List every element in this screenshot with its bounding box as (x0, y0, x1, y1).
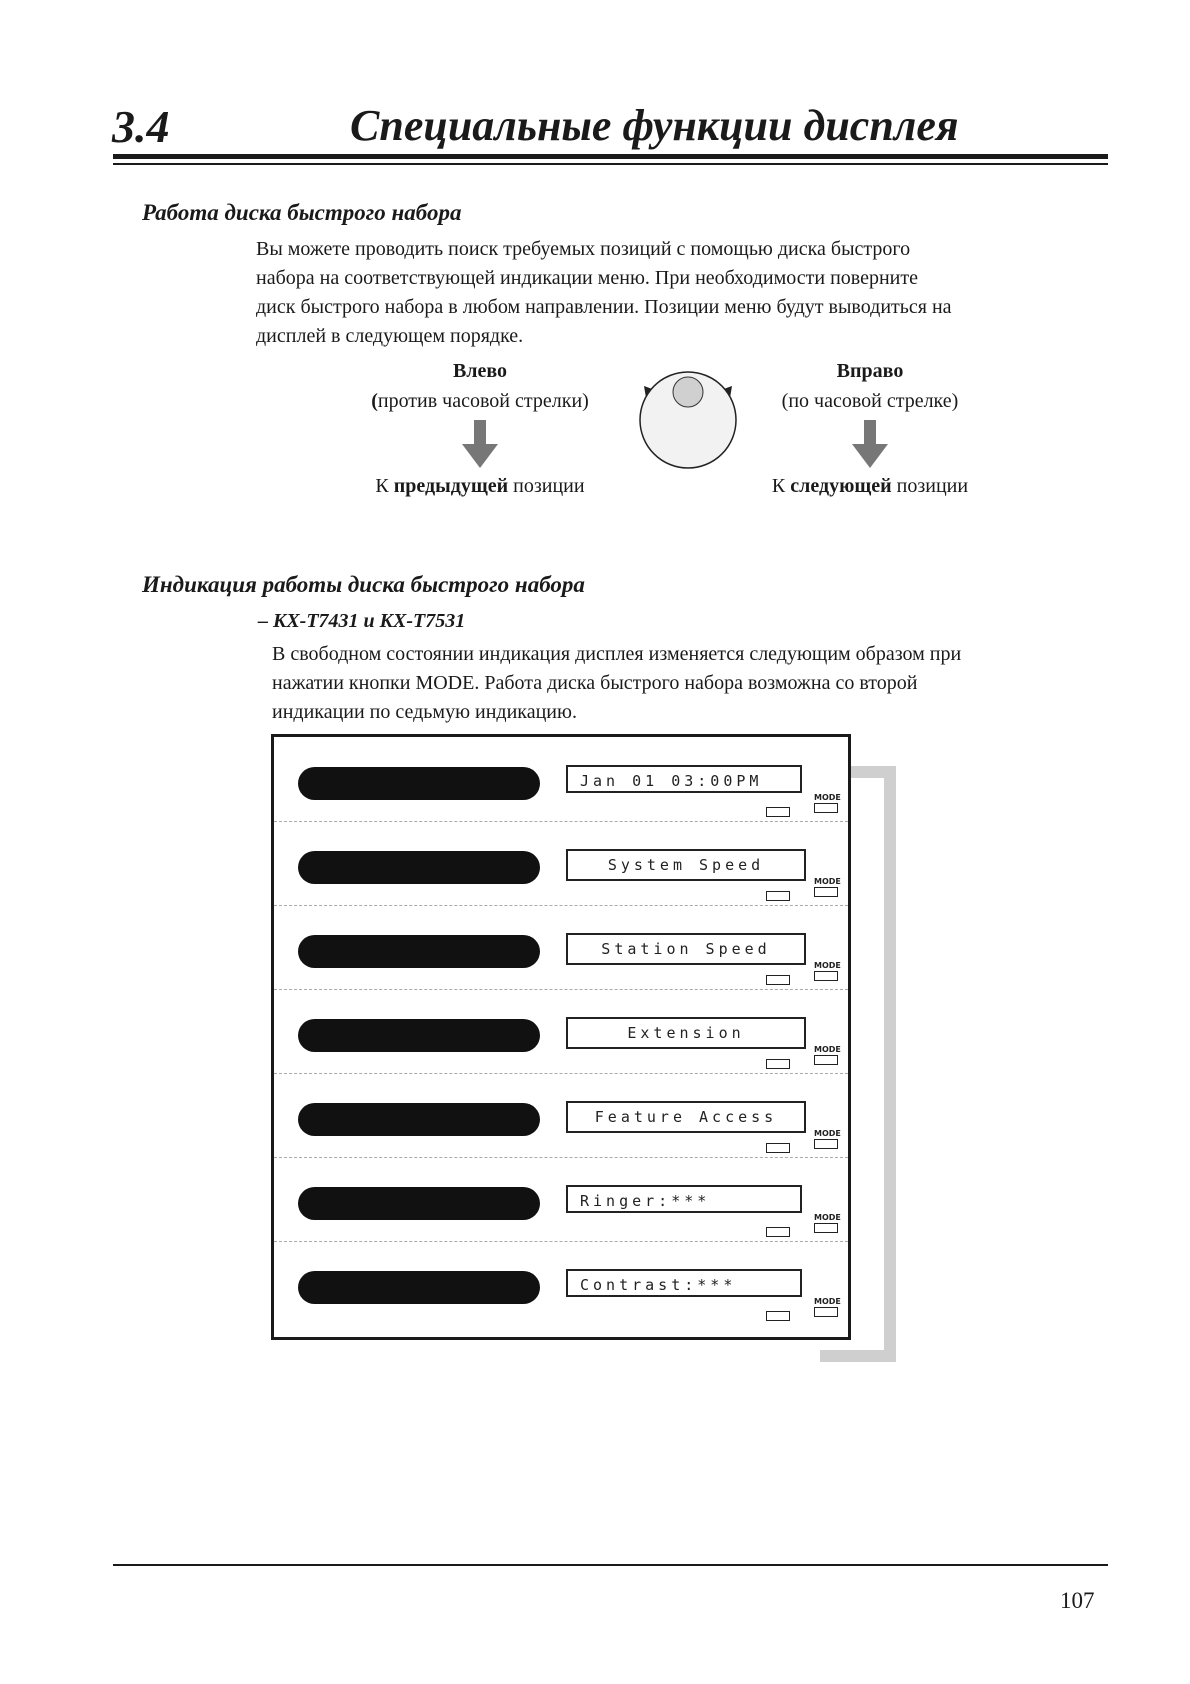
lcd-display: Ringer:*** (566, 1185, 802, 1213)
lcd-display: Feature Access (566, 1101, 806, 1133)
phone-bar (298, 1019, 540, 1052)
jog-heading: Работа диска быстрого набора (142, 200, 462, 225)
left-direction-paren: ( (371, 390, 378, 412)
mode-label: MODE (814, 961, 841, 970)
mode-label: MODE (814, 1297, 841, 1306)
mode-label: MODE (814, 877, 841, 886)
right-direction-title: Вправо (836, 360, 904, 382)
lcd-display: Contrast:*** (566, 1269, 802, 1297)
display-row (274, 1073, 848, 1158)
lcd-display: System Speed (566, 849, 806, 881)
display-row (274, 905, 848, 990)
page-number: 107 (1060, 1588, 1095, 1613)
mode-button[interactable] (814, 1307, 838, 1317)
mode-label: MODE (814, 1045, 841, 1054)
left-direction-title: Влево (452, 360, 508, 382)
left-direction-desc (340, 390, 620, 413)
phone-bar (298, 851, 540, 884)
header-rule-thick (113, 154, 1108, 159)
indicator-led (766, 1059, 790, 1069)
phone-bar (298, 1103, 540, 1136)
section-title: Специальные функции дисплея (350, 101, 959, 150)
jog-paragraph-line: Вы можете проводить поиск требуемых позиций с помощью диска быстрого (256, 238, 911, 260)
left-direction-result: К предыдущей позиции (375, 475, 585, 497)
display-row (274, 1241, 848, 1325)
mode-button[interactable] (814, 803, 838, 813)
right-direction-result: К следующей позиции (771, 475, 969, 497)
indication-paragraph-line: нажатии кнопки MODE. Работа диска быстрого набора возможна со второй (272, 672, 918, 694)
mode-label: MODE (814, 1213, 841, 1222)
indicator-led (766, 807, 790, 817)
indicator-led (766, 1143, 790, 1153)
mode-button[interactable] (814, 971, 838, 981)
jog-paragraph-line: диск быстрого набора в любом направлении. Позиции меню будут выводиться на (256, 296, 952, 318)
phone-bar (298, 935, 540, 968)
indication-heading: Индикация работы диска быстрого набора (142, 572, 585, 597)
section-number: 3.4 (112, 101, 170, 152)
lcd-display: Station Speed (566, 933, 806, 965)
phone-bar (298, 1187, 540, 1220)
jog-dial-icon (628, 350, 748, 470)
display-row (274, 821, 848, 906)
phone-bar (298, 767, 540, 800)
mode-button[interactable] (814, 1139, 838, 1149)
indication-subheading: – KX-T7431 и KX-T7531 (258, 610, 466, 632)
mode-button[interactable] (814, 1055, 838, 1065)
indicator-led (766, 975, 790, 985)
display-row (274, 989, 848, 1074)
display-sequence-panel (271, 734, 851, 1340)
jog-paragraph (256, 235, 952, 351)
footer-rule (113, 1564, 1108, 1566)
indication-paragraph-line: индикации по седьмую индикацию. (272, 701, 577, 723)
display-row (274, 737, 848, 822)
mode-label: MODE (814, 793, 841, 802)
left-direction-paren-text: против часовой стрелки) (377, 390, 589, 412)
jog-paragraph-line: дисплей в следующем порядке. (256, 325, 524, 347)
lcd-display: Extension (566, 1017, 806, 1049)
right-direction-desc: (по часовой стрелке) (781, 390, 959, 412)
left-down-arrow-icon (462, 420, 498, 470)
right-down-arrow-icon (852, 420, 888, 470)
indicator-led (766, 891, 790, 901)
indication-paragraph-line: В свободном состоянии индикация дисплея изменяется следующим образом при (272, 643, 962, 665)
indicator-led (766, 1227, 790, 1237)
mode-button[interactable] (814, 1223, 838, 1233)
phone-bar (298, 1271, 540, 1304)
jog-paragraph-line: набора на соответствующей индикации меню. При необходимости поверните (256, 267, 919, 289)
mode-label: MODE (814, 1129, 841, 1138)
mode-button[interactable] (814, 887, 838, 897)
indicator-led (766, 1311, 790, 1321)
display-row (274, 1157, 848, 1242)
left-result-bold: предыдущей (393, 475, 509, 497)
right-result-bold: следующей (790, 475, 892, 497)
indication-paragraph (272, 640, 961, 727)
lcd-display: Jan 01 03:00PM (566, 765, 802, 793)
header-rule-thin (113, 163, 1108, 165)
